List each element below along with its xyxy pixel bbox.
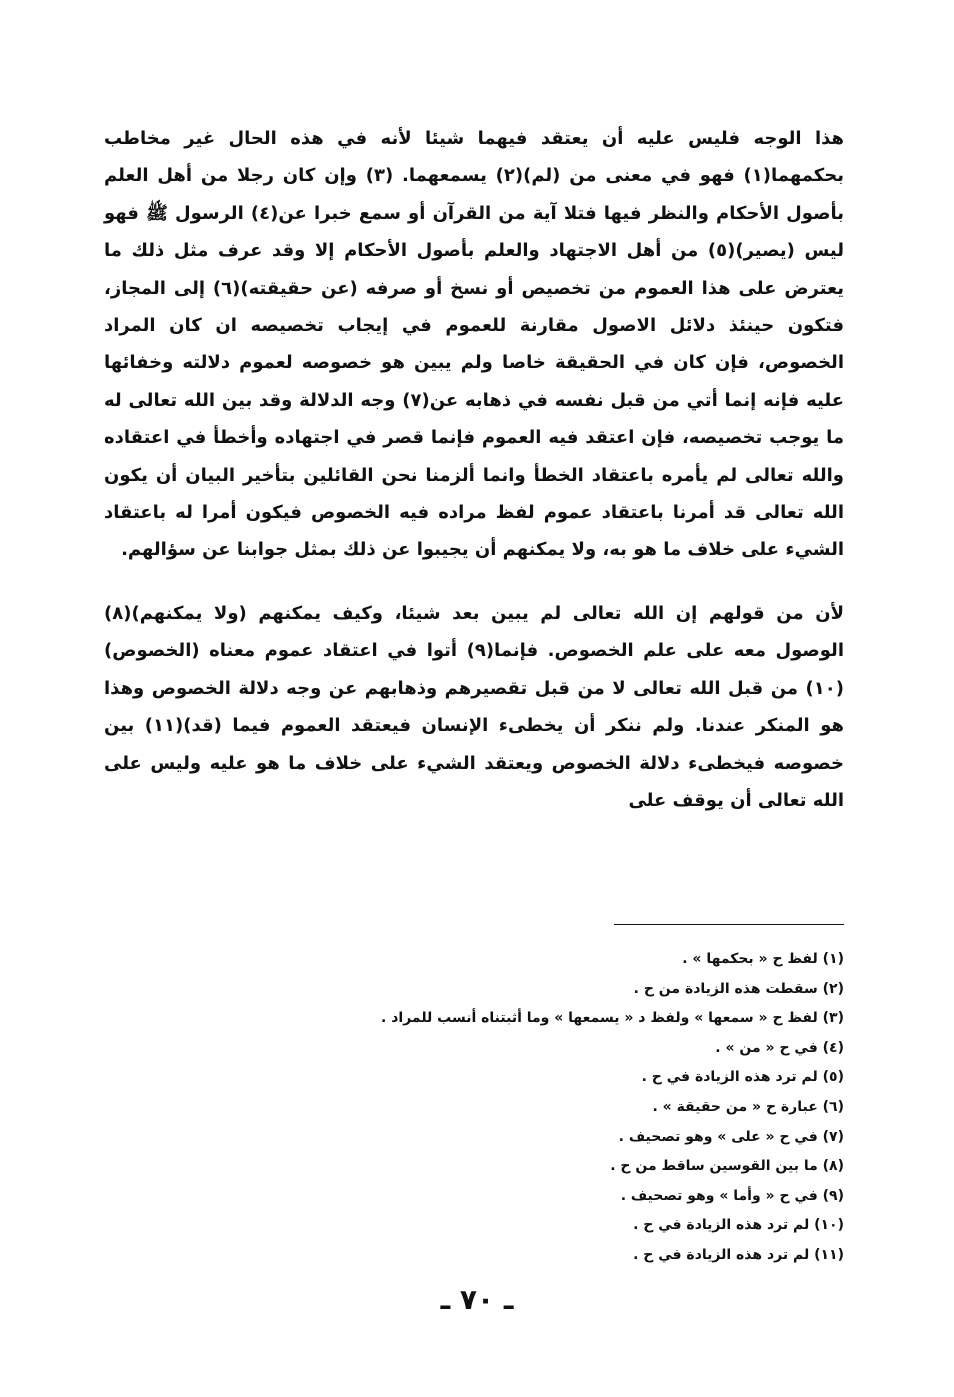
body-paragraph-2: لأن من قولهم إن الله تعالى لم يبين بعد شيئا، وكيف يمكنهم (ولا يمكنهم)(٨) الوصول معه على علم الخصوص. فإنما(٩) أتوا في اعتقاد عموم معناه (الخصوص)(١٠) من قبل الله تعالى لا من قبل تقصيرهم وذهابهم عن وجه دلالة الخصوص وهذا هو المنكر عندنا. ولم ننكر أن يخطىء الإنسان فيعتقد العموم فيما (قد)(١١) بين خصوصه فيخطىء دلالة الخصوص ويعتقد الشيء على خلاف ما هو عليه وليس على الله تعالى أن يوقف على <box>104 603 844 812</box>
page-number: ـ ٧٠ ـ <box>440 1283 514 1316</box>
body-paragraph-1: هذا الوجه فليس عليه أن يعتقد فيهما شيئا لأنه في هذه الحال غير مخاطب بحكمهما(١) فهو في معنى من (لم)(٢) يسمعهما. (٣) وإن كان رجلا من أهل العلم بأصول الأحكام والنظر فيها فتلا آية من القرآن أو سمع خبرا عن(٤) الرسول ﷺ فهو ليس (يصير)(٥) من أهل الاجتهاد والعلم بأصول الأحكام إلا وقد عرف مثل ذلك ما يعترض على هذا العموم من تخصيص أو نسخ أو صرفه (عن حقيقته)(٦) إلى المجاز، فتكون حينئذ دلائل الاصول مقارنة للعموم في إيجاب تخصيصه ان كان المراد الخصوص، فإن كان في الحقيقة خاصا ولم يبين هو خصوصه لعموم دلالته وخفائها عليه فإنه إنما أتي من قبل نفسه في ذهابه عن(٧) وجه الدلالة وقد بين الله تعالى له ما يوجب تخصيصه، فإن اعتقد فيه العموم فإنما قصر في اجتهاده وأخطأ في اعتقاده والله تعالى لم يأمره باعتقاد الخطأ وانما ألزمنا نحن القائلين بتأخير البيان أن يكون الله تعالى قد أمرنا باعتقاد عموم لفظ مراده فيه الخصوص فيكون أمرا له باعتقاد الشيء على خلاف ما هو به، ولا يمكنهم أن يجيبوا عن ذلك بمثل جوابنا عن سؤالهم. <box>104 128 845 561</box>
footnote-item: (٤) في ح « من » . <box>715 1039 844 1056</box>
footnote-separator <box>614 924 844 925</box>
footnote-item: (٢) سقطت هذه الزيادة من ح . <box>633 980 844 997</box>
footnotes-list <box>300 945 844 1271</box>
footnote-item: (٥) لم ترد هذه الزيادة في ح . <box>641 1069 844 1086</box>
footnote-item: (١١) لم ترد هذه الزيادة في ح . <box>633 1246 844 1263</box>
footnote-item: (٩) في ح « وأما » وهو تصحيف . <box>620 1187 844 1204</box>
footnote-item: (١٠) لم ترد هذه الزيادة في ح . <box>633 1217 844 1234</box>
footnote-item: (٦) عبارة ح « من حقيقة » . <box>652 1098 844 1115</box>
footnote-item: (٧) في ح « على » وهو تصحيف . <box>618 1128 844 1145</box>
footnote-item: (١) لفظ ح « بحكمها » . <box>682 951 844 967</box>
footnote-item: (٣) لفظ ح « سمعها » ولفظ د « يسمعها » وما أثبتناه أنسب للمراد . <box>381 1010 844 1027</box>
footnote-item: (٨) ما بين القوسين ساقط من ح . <box>610 1158 844 1175</box>
